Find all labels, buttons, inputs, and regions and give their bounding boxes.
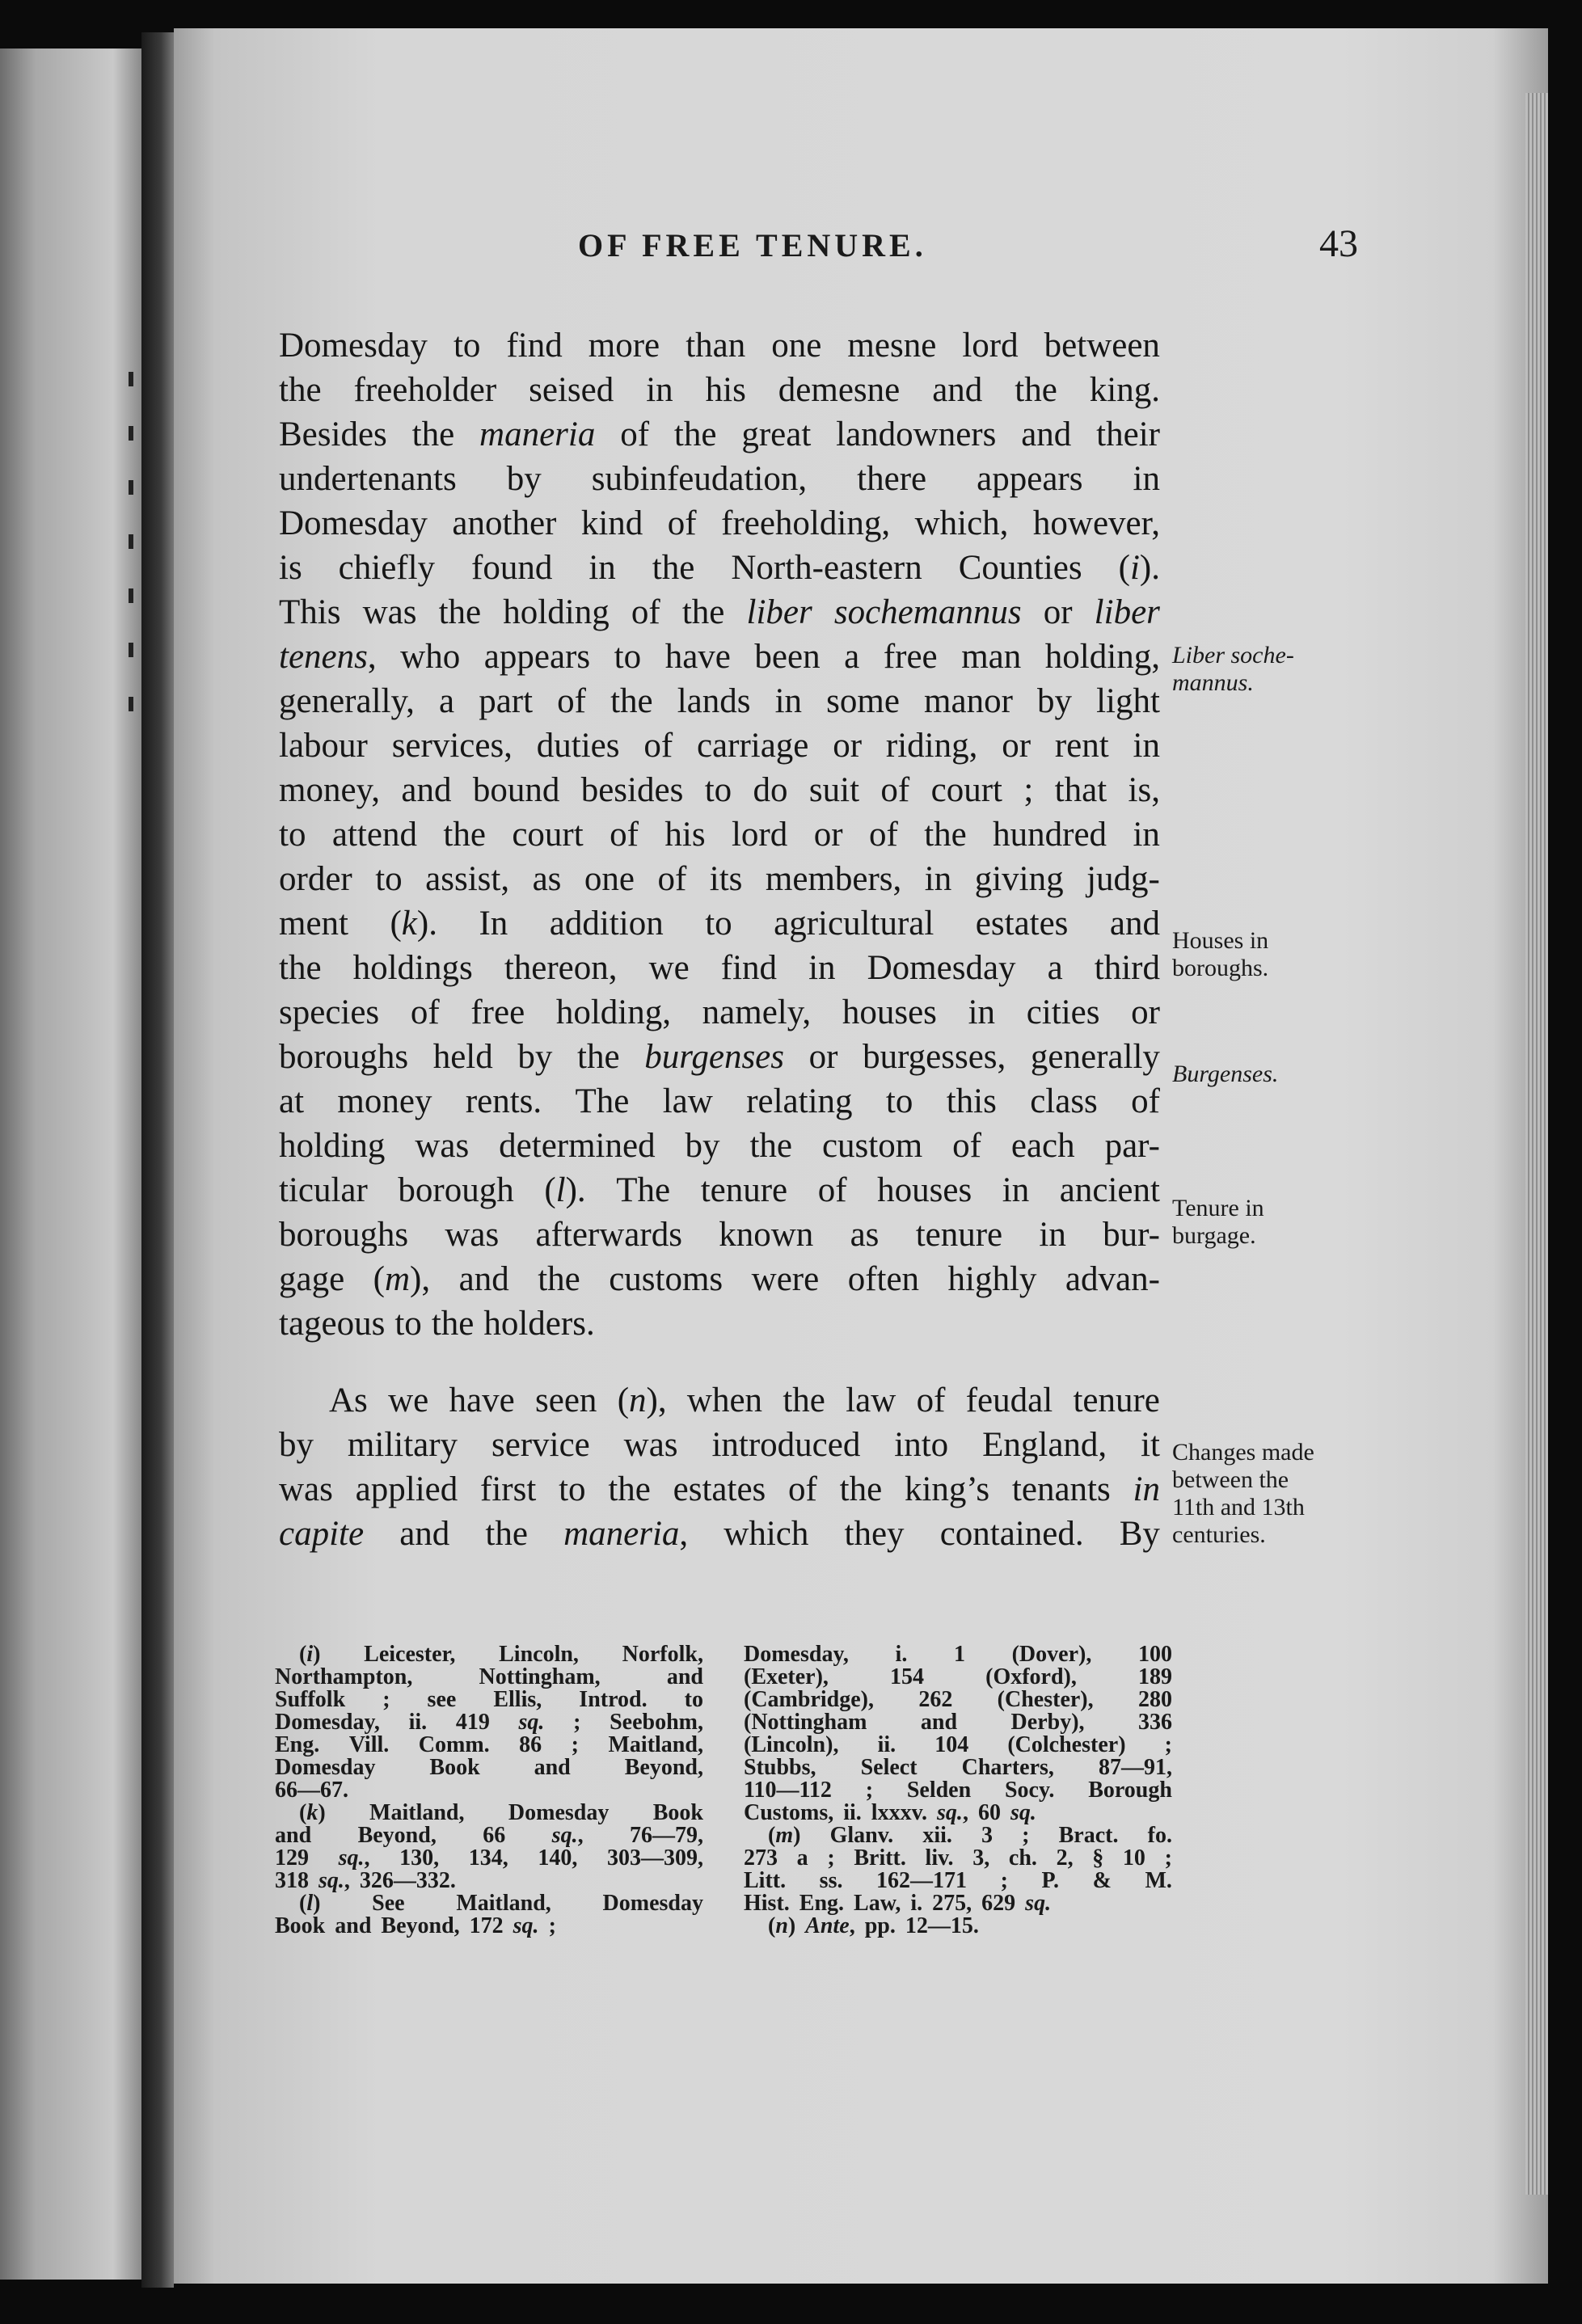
footnotes-column-2 xyxy=(744,1643,1172,1938)
margin-note-line: Burgenses. xyxy=(1172,1061,1279,1087)
footnote-line: (Cambridge), 262 (Chester), 280 xyxy=(744,1687,1172,1712)
margin-note-line: burgage. xyxy=(1172,1222,1256,1249)
footnote-line: (Nottingham and Derby), 336 xyxy=(744,1710,1172,1735)
margin-note-line: Tenure in xyxy=(1172,1195,1264,1221)
margin-note xyxy=(1172,1439,1350,1549)
footnote-line: (m) Glanv. xii. 3 ; Bract. fo. xyxy=(768,1823,1172,1848)
text-line: Domesday to find more than one mesne lord between xyxy=(279,327,1160,365)
text-line: the freeholder seised in his demesne and the king. xyxy=(279,371,1160,409)
footnote-line: (Exeter), 154 (Oxford), 189 xyxy=(744,1664,1172,1689)
margin-note-line: centuries. xyxy=(1172,1521,1266,1548)
margin-note xyxy=(1172,1061,1350,1088)
text-line: As we have seen (n), when the law of feudal tenure xyxy=(329,1381,1160,1419)
text-line: boroughs held by the burgenses or burgesses, generally xyxy=(279,1038,1160,1076)
margin-note-line: Changes made xyxy=(1172,1439,1314,1466)
footnote-line: Northampton, Nottingham, and xyxy=(275,1664,703,1689)
margin-note-line: 11th and 13th xyxy=(1172,1494,1305,1521)
footnote-line: (l) See Maitland, Domesday xyxy=(299,1891,703,1916)
text-line: to attend the court of his lord or of the hundred in xyxy=(279,816,1160,854)
page-number: 43 xyxy=(1319,222,1358,265)
footnotes xyxy=(275,1643,1172,1938)
footnote-line: 318 sq., 326—332. xyxy=(275,1868,456,1893)
text-line: This was the holding of the liber sochemannus or liber xyxy=(279,593,1160,631)
paragraph-1 xyxy=(279,323,1160,1346)
footnotes-column-1 xyxy=(275,1643,703,1938)
margin-note-line: boroughs. xyxy=(1172,955,1269,981)
footnote-line: Stubbs, Select Charters, 87—91, xyxy=(744,1755,1172,1780)
text-line: capite and the maneria, which they contained. By xyxy=(279,1515,1160,1553)
footnote-line: (i) Leicester, Lincoln, Norfolk, xyxy=(299,1642,703,1667)
text-line: boroughs was afterwards known as tenure in bur- xyxy=(279,1216,1160,1254)
footnote-line: Domesday Book and Beyond, xyxy=(275,1755,703,1780)
footnote-line: (k) Maitland, Domesday Book xyxy=(299,1800,703,1825)
text-line: is chiefly found in the North-eastern Counties (i). xyxy=(279,549,1160,587)
footnote-line: (n) Ante, pp. 12—15. xyxy=(768,1913,979,1938)
margin-note xyxy=(1172,1195,1350,1250)
text-line: ticular borough (l). The tenure of houses in ancient xyxy=(279,1171,1160,1209)
main-text xyxy=(279,323,1160,1556)
footnote-line: Suffolk ; see Ellis, Introd. to xyxy=(275,1687,703,1712)
footnote-line: Book and Beyond, 172 sq. ; xyxy=(275,1913,556,1938)
text-line: ment (k). In addition to agricultural estates and xyxy=(279,905,1160,943)
facing-page-edge xyxy=(0,49,141,2280)
margin-note xyxy=(1172,642,1350,697)
text-line: the holdings thereon, we find in Domesday a third xyxy=(279,949,1160,987)
text-line: undertenants by subinfeudation, there appears in xyxy=(279,460,1160,498)
footnote-line: 129 sq., 130, 134, 140, 303—309, xyxy=(275,1845,703,1871)
margin-note-line: between the xyxy=(1172,1466,1289,1493)
footnote-line: 273 a ; Britt. liv. 3, ch. 2, § 10 ; xyxy=(744,1845,1172,1871)
text-line: tenens, who appears to have been a free man holding, xyxy=(279,638,1160,676)
text-line: generally, a part of the lands in some manor by light xyxy=(279,682,1160,720)
text-line: was applied first to the estates of the king’s tenants in xyxy=(279,1470,1160,1508)
facing-page-text-fragments xyxy=(129,372,137,711)
text-line: at money rents. The law relating to this class of xyxy=(279,1082,1160,1120)
text-line: gage (m), and the customs were often highly advan- xyxy=(279,1260,1160,1298)
margin-note xyxy=(1172,927,1350,982)
running-head: OF FREE TENURE. xyxy=(578,227,927,264)
page-header xyxy=(404,221,1358,270)
paragraph-2 xyxy=(279,1378,1160,1556)
footnote-line: 66—67. xyxy=(275,1778,348,1803)
text-line: holding was determined by the custom of each par- xyxy=(279,1127,1160,1165)
text-line: species of free holding, namely, houses in cities or xyxy=(279,993,1160,1031)
text-line: labour services, duties of carriage or riding, or rent in xyxy=(279,727,1160,765)
footnote-line: 110—112 ; Selden Socy. Borough xyxy=(744,1778,1172,1803)
footnote-line: (Lincoln), ii. 104 (Colchester) ; xyxy=(744,1732,1172,1757)
footnote-line: Litt. ss. 162—171 ; P. & M. xyxy=(744,1868,1172,1893)
text-line: by military service was introduced into England, it xyxy=(279,1426,1160,1464)
footnote-line: Eng. Vill. Comm. 86 ; Maitland, xyxy=(275,1732,703,1757)
margin-note-line: Liber soche- xyxy=(1172,642,1294,669)
text-line: Domesday another kind of freeholding, which, however, xyxy=(279,504,1160,542)
footnote-line: Customs, ii. lxxxv. sq., 60 sq. xyxy=(744,1800,1036,1825)
book-gutter xyxy=(141,32,174,2288)
text-line: tageous to the holders. xyxy=(279,1305,595,1343)
margin-note-line: Houses in xyxy=(1172,927,1269,954)
footnote-line: Hist. Eng. Law, i. 275, 629 sq. xyxy=(744,1891,1052,1916)
text-line: money, and bound besides to do suit of court ; that is, xyxy=(279,771,1160,809)
page-edge-stack xyxy=(1525,93,1548,2195)
text-line: Besides the maneria of the great landowners and their xyxy=(279,415,1160,453)
text-line: order to assist, as one of its members, in giving judg- xyxy=(279,860,1160,898)
footnote-line: Domesday, ii. 419 sq. ; Seebohm, xyxy=(275,1710,703,1735)
footnote-line: and Beyond, 66 sq., 76—79, xyxy=(275,1823,703,1848)
footnote-line: Domesday, i. 1 (Dover), 100 xyxy=(744,1642,1172,1667)
margin-note-line: mannus. xyxy=(1172,669,1254,696)
